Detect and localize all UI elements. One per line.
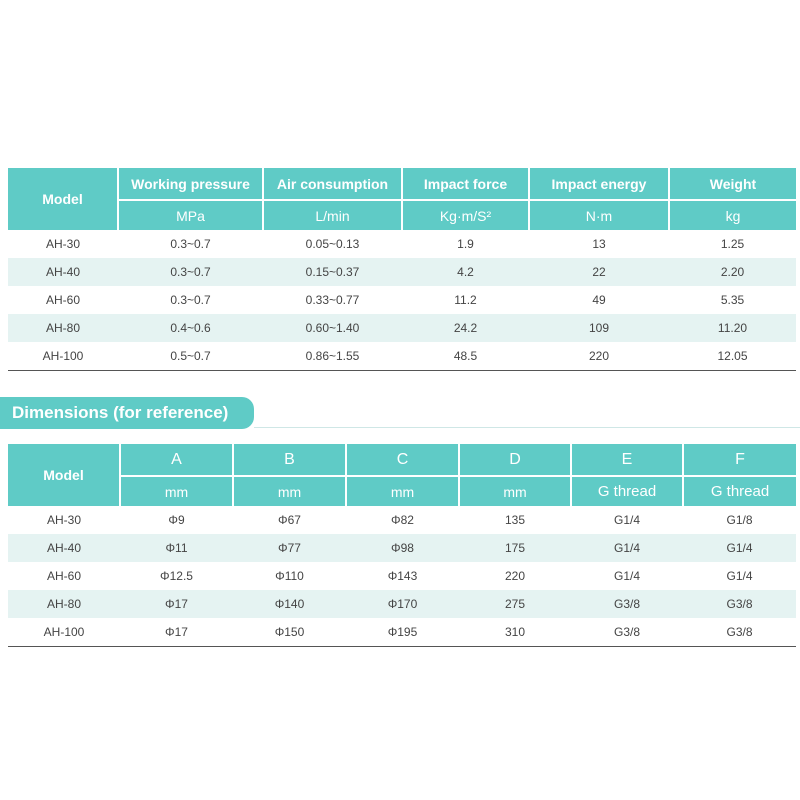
table-cell: 11.20 (669, 314, 796, 342)
table-row (8, 506, 796, 534)
table-cell: 0.4~0.6 (118, 314, 263, 342)
table-cell: 11.2 (454, 293, 477, 307)
table-cell: 1.9 (457, 237, 474, 251)
table-cell: 5.35 (720, 293, 745, 307)
unit-header: L/min (263, 200, 402, 230)
table-cell: 12.05 (669, 342, 796, 371)
column-header: Impact energy (529, 168, 669, 200)
table-cell: G1/4 (683, 534, 796, 562)
table-cell: G3/8 (571, 618, 683, 647)
model-header: Model (8, 168, 118, 230)
table-cell: 24.2 (402, 314, 529, 342)
table-cell: 0.60~1.40 (263, 314, 402, 342)
model-cell: AH-40 (8, 258, 118, 286)
unit-header: mm (233, 476, 346, 506)
table-cell: 220 (529, 342, 669, 371)
column-header: Impact force (402, 168, 529, 200)
unit-header: mm (459, 476, 571, 506)
table-cell: 220 (504, 569, 526, 583)
specs-table (8, 168, 796, 371)
table-cell: Φ67 (278, 513, 301, 527)
table-cell: 0.86~1.55 (263, 342, 402, 371)
model-header: Model (8, 444, 120, 506)
dimensions-table (8, 444, 796, 647)
table-cell: 109 (529, 314, 669, 342)
table-row (8, 258, 796, 286)
column-header: F (683, 444, 796, 476)
column-header: Working pressure (118, 168, 263, 200)
table-cell: 175 (459, 534, 571, 562)
table-row (8, 562, 796, 590)
table-cell: 2.20 (669, 258, 796, 286)
table-row (8, 534, 796, 562)
table-row (8, 342, 796, 371)
table-cell: Φ77 (233, 534, 346, 562)
model-cell: AH-100 (8, 342, 118, 371)
column-header: B (233, 444, 346, 476)
table-cell: Φ140 (233, 590, 346, 618)
column-header: Air consumption (263, 168, 402, 200)
table-cell: G3/8 (683, 590, 796, 618)
table-cell: Φ9 (168, 513, 185, 527)
table-cell: 13 (592, 237, 606, 251)
table-row (8, 618, 796, 647)
table-cell: Φ143 (387, 569, 418, 583)
unit-header: mm (346, 476, 459, 506)
table-cell: 0.5~0.7 (118, 342, 263, 371)
unit-header: G thread (571, 476, 683, 506)
table-cell: 49 (592, 293, 606, 307)
column-header: D (459, 444, 571, 476)
table-cell: G3/8 (683, 618, 796, 647)
table-cell: G1/4 (571, 534, 683, 562)
model-cell: AH-60 (45, 293, 80, 307)
table-cell: Φ195 (346, 618, 459, 647)
table-cell: Φ12.5 (160, 569, 193, 583)
column-header: Weight (669, 168, 796, 200)
unit-header: Kg·m/S² (402, 200, 529, 230)
table-row (8, 590, 796, 618)
table-cell: 4.2 (402, 258, 529, 286)
table-cell: Φ110 (275, 569, 304, 583)
model-cell: AH-100 (8, 618, 120, 647)
table-cell: 0.33~0.77 (305, 293, 360, 307)
table-cell: Φ170 (346, 590, 459, 618)
table-cell: G3/8 (571, 590, 683, 618)
table-cell: Φ17 (120, 590, 233, 618)
unit-header: mm (120, 476, 233, 506)
unit-header: G thread (683, 476, 796, 506)
table-cell: 22 (529, 258, 669, 286)
unit-header: kg (669, 200, 796, 230)
section-divider (254, 427, 800, 428)
table-cell: 0.3~0.7 (170, 293, 211, 307)
table-cell: Φ11 (120, 534, 233, 562)
table-row (8, 314, 796, 342)
table-cell: 0.05~0.13 (305, 237, 360, 251)
table-cell: 1.25 (720, 237, 745, 251)
model-cell: AH-30 (46, 513, 81, 527)
table-cell: 135 (504, 513, 526, 527)
table-cell: 0.3~0.7 (170, 237, 211, 251)
unit-header: N·m (529, 200, 669, 230)
table-cell: 0.3~0.7 (118, 258, 263, 286)
table-cell: Φ17 (120, 618, 233, 647)
column-header: E (571, 444, 683, 476)
table-cell: Φ150 (233, 618, 346, 647)
table-cell: Φ98 (346, 534, 459, 562)
model-cell: AH-60 (46, 569, 81, 583)
table-cell: 48.5 (402, 342, 529, 371)
model-cell: AH-30 (45, 237, 80, 251)
model-cell: AH-40 (8, 534, 120, 562)
table-cell: G1/8 (726, 513, 753, 527)
model-cell: AH-80 (8, 314, 118, 342)
table-cell: 310 (459, 618, 571, 647)
table-cell: 275 (459, 590, 571, 618)
table-cell: G1/4 (613, 569, 640, 583)
column-header: C (346, 444, 459, 476)
table-cell: G1/4 (726, 569, 753, 583)
unit-header: MPa (118, 200, 263, 230)
table-cell: G1/4 (613, 513, 640, 527)
column-header: A (120, 444, 233, 476)
model-cell: AH-80 (8, 590, 120, 618)
table-row (8, 286, 796, 314)
section-title: Dimensions (for reference) (0, 397, 254, 429)
table-cell: Φ82 (391, 513, 414, 527)
table-cell: 0.15~0.37 (263, 258, 402, 286)
table-row (8, 230, 796, 258)
